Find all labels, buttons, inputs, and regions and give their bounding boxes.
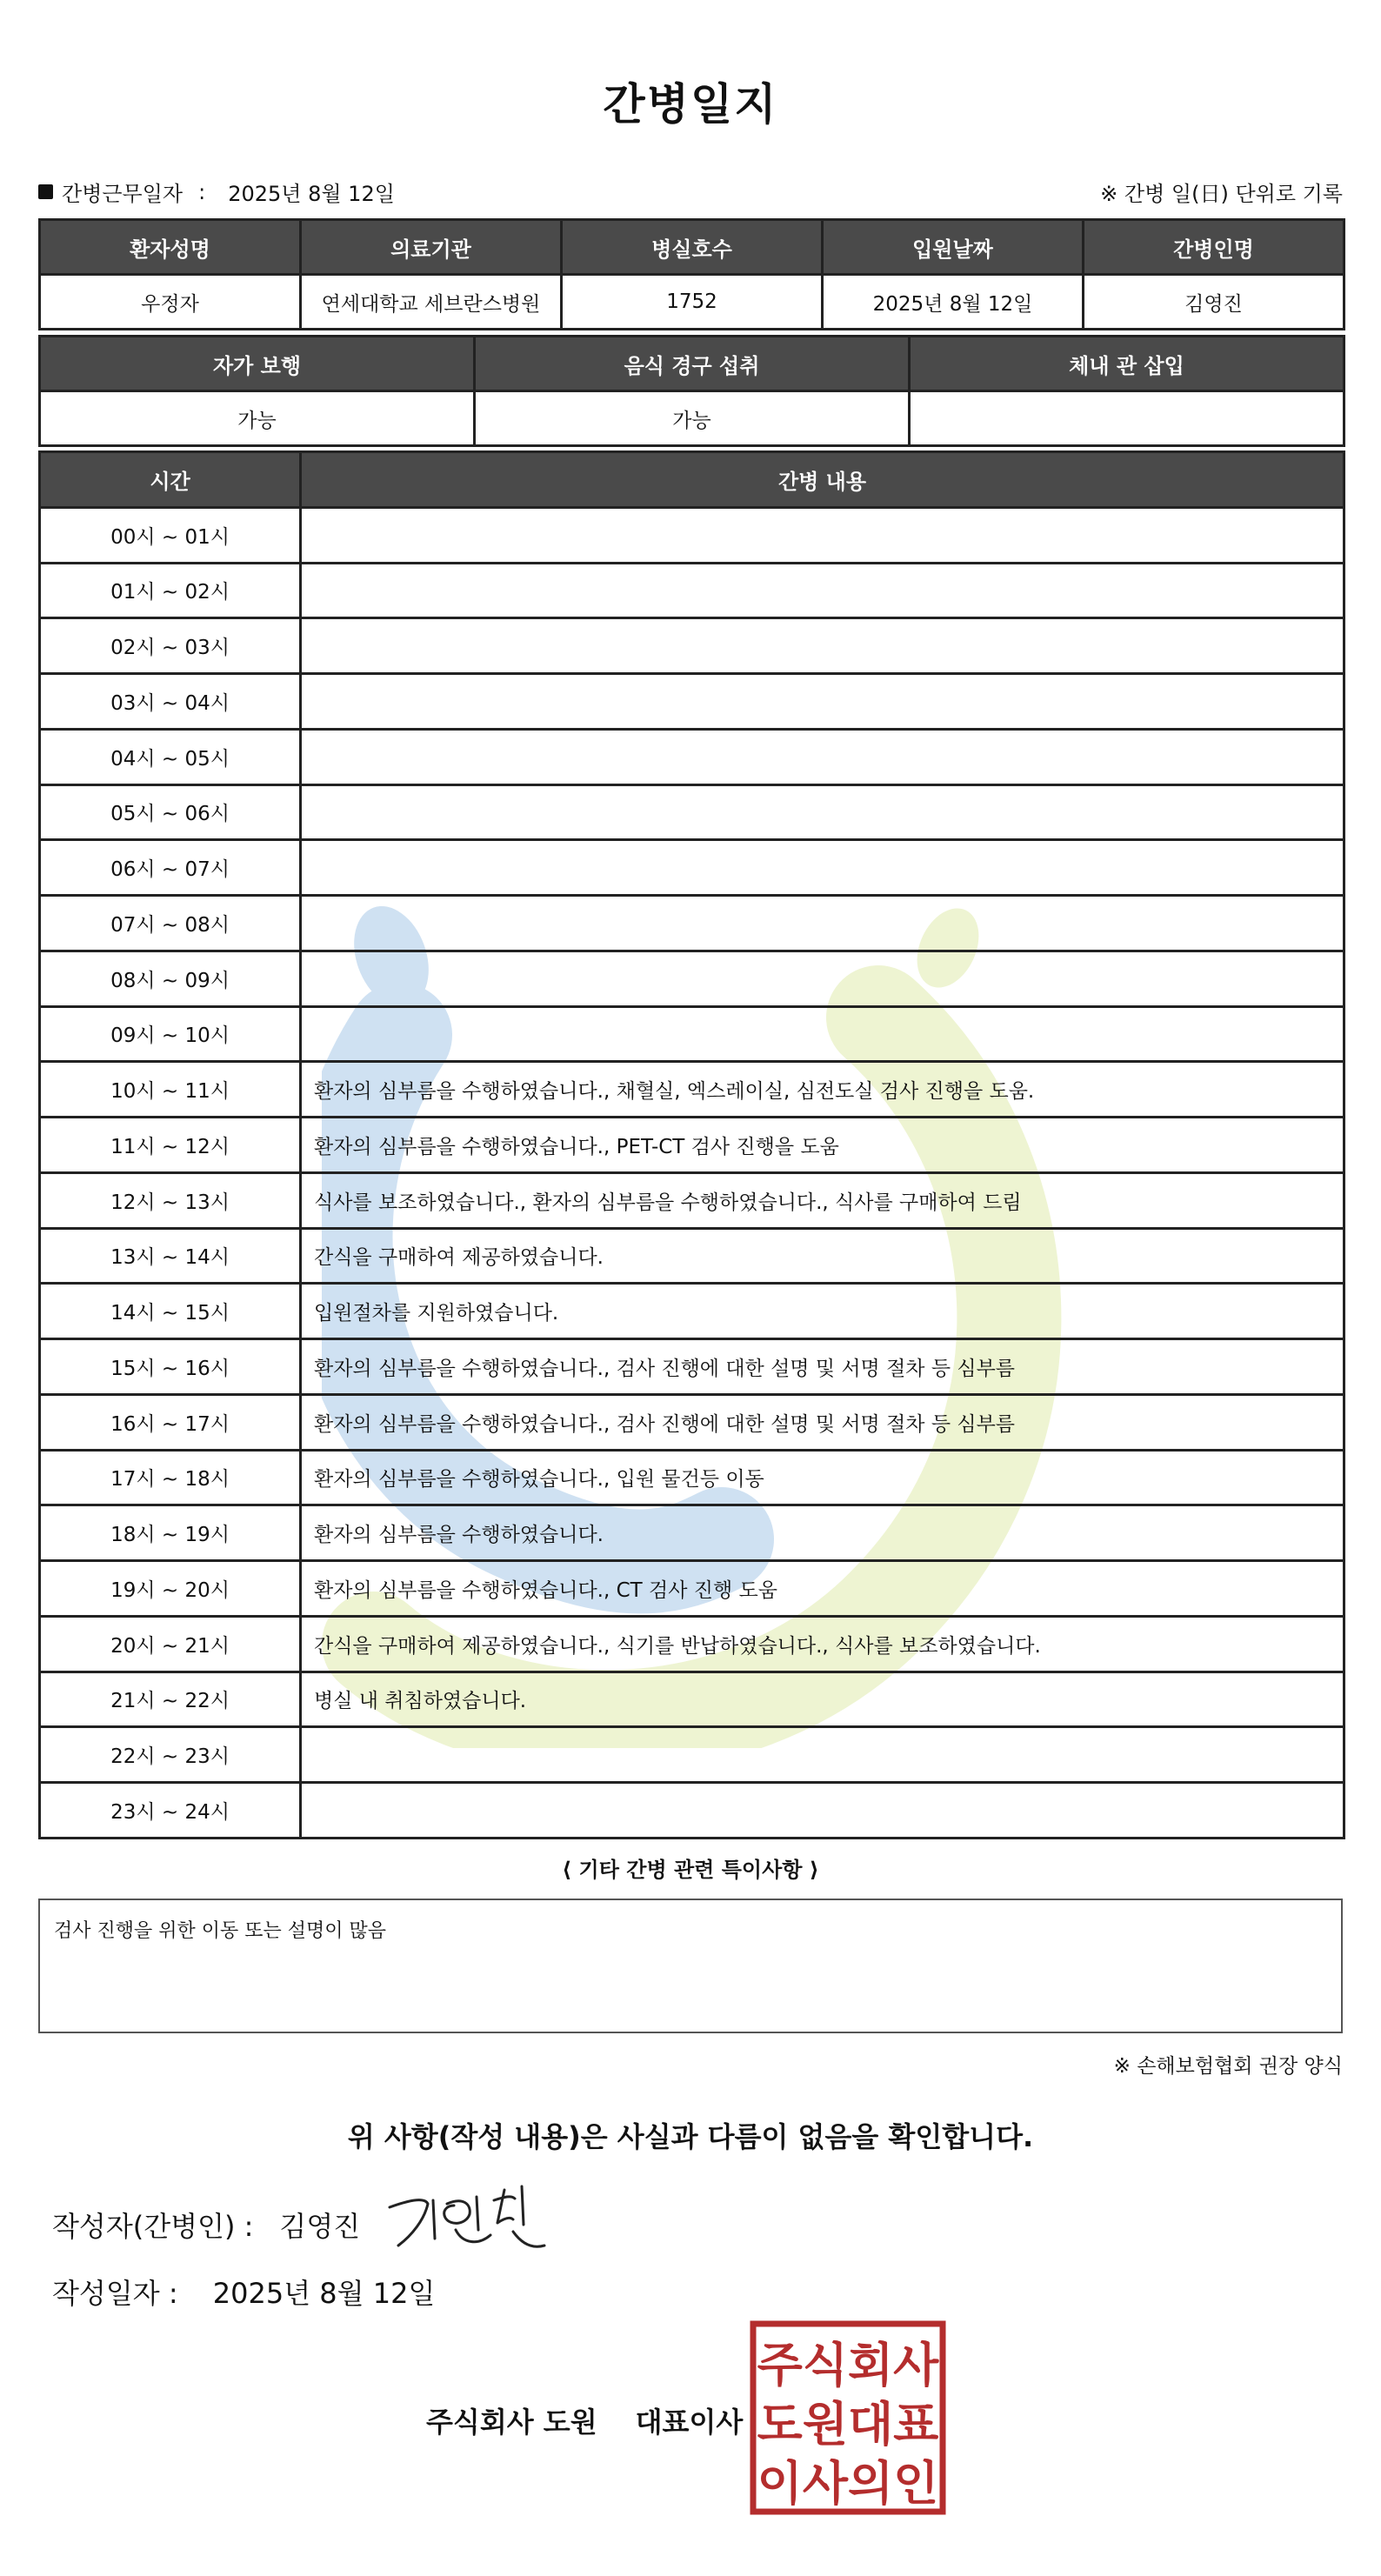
- company-line: [426, 2400, 743, 2440]
- table-row: [40, 674, 1344, 730]
- log-content: 간식을 구매하여 제공하였습니다.: [301, 1228, 1344, 1284]
- log-content: 식사를 보조하였습니다., 환자의 심부름을 수행하였습니다., 식사를 구매하여 드림: [301, 1172, 1344, 1228]
- table-row: [40, 1561, 1344, 1617]
- table-row: [40, 784, 1344, 840]
- log-time: 23시 ~ 24시: [40, 1783, 301, 1839]
- log-time: 22시 ~ 23시: [40, 1727, 301, 1783]
- log-time: 11시 ~ 12시: [40, 1118, 301, 1173]
- room-number: 1752: [562, 275, 823, 330]
- log-time: 03시 ~ 04시: [40, 674, 301, 730]
- header-patient-name: 환자성명: [40, 220, 301, 275]
- hospital-name: 연세대학교 세브란스병원: [301, 275, 562, 330]
- table-row: [40, 1727, 1344, 1783]
- log-time: 13시 ~ 14시: [40, 1228, 301, 1284]
- work-date: [38, 177, 395, 207]
- table-header-row: [40, 220, 1344, 275]
- header-walking: 자가 보행: [40, 337, 475, 391]
- log-time: 07시 ~ 08시: [40, 896, 301, 951]
- table-row: [40, 896, 1344, 951]
- confirmation-statement: 위 사항(작성 내용)은 사실과 다름이 없음을 확인합니다.: [347, 2120, 1034, 2153]
- writer-name: 김영진: [279, 2210, 361, 2243]
- table-row: [40, 1284, 1344, 1339]
- unit-note: ※ 간병 일(日) 단위로 기록: [1100, 182, 1343, 206]
- log-content: [301, 1006, 1344, 1062]
- table-row: [40, 1172, 1344, 1228]
- writer-line: [52, 2205, 360, 2245]
- table-row: [40, 1006, 1344, 1062]
- table-row: [40, 563, 1344, 618]
- log-content: [301, 507, 1344, 563]
- table-row: [40, 618, 1344, 674]
- log-time: 16시 ~ 17시: [40, 1394, 301, 1450]
- table-row: [40, 1339, 1344, 1395]
- log-content: 환자의 심부름을 수행하였습니다., 검사 진행에 대한 설명 및 서명 절차 등 심부름: [301, 1339, 1344, 1395]
- log-time: 18시 ~ 19시: [40, 1505, 301, 1561]
- seal-line-1: 주식회사: [757, 2338, 939, 2392]
- log-content: 환자의 심부름을 수행하였습니다.: [301, 1505, 1344, 1561]
- table-row: [40, 1783, 1344, 1839]
- log-time: 21시 ~ 22시: [40, 1672, 301, 1727]
- writer-label: 작성자(간병인) :: [52, 2210, 254, 2243]
- notes-content: 검사 진행을 위한 이동 또는 설명이 많음: [54, 1920, 386, 1942]
- log-content: [301, 951, 1344, 1006]
- patient-info-table: [38, 218, 1345, 330]
- table-row: [40, 729, 1344, 784]
- written-date-label: 작성일자 :: [52, 2277, 178, 2310]
- log-content: 환자의 심부름을 수행하였습니다., CT 검사 진행 도움: [301, 1561, 1344, 1617]
- log-content: 환자의 심부름을 수행하였습니다., 검사 진행에 대한 설명 및 서명 절차 등 심부름: [301, 1394, 1344, 1450]
- patient-status-table: [38, 335, 1345, 447]
- log-content: [301, 896, 1344, 951]
- log-content: [301, 784, 1344, 840]
- log-content: [301, 840, 1344, 896]
- seal-line-3: 이사의인: [757, 2456, 939, 2511]
- log-content: [301, 1783, 1344, 1839]
- written-date-line: [52, 2272, 435, 2312]
- header-oral-intake: 음식 경구 섭취: [475, 337, 910, 391]
- notes-title: ⟨ 기타 간병 관련 특이사항 ⟩: [562, 1858, 819, 1882]
- work-date-value: 2025년 8월 12일: [228, 182, 395, 206]
- header-care-content: 간병 내용: [301, 452, 1344, 508]
- written-date-value: 2025년 8월 12일: [212, 2277, 436, 2310]
- log-time: 09시 ~ 10시: [40, 1006, 301, 1062]
- notes-box: [38, 1899, 1343, 2033]
- work-date-label: 간병근무일자: [62, 182, 183, 206]
- log-time: 20시 ~ 21시: [40, 1616, 301, 1672]
- walking-status: 가능: [40, 391, 475, 446]
- log-content: [301, 618, 1344, 674]
- table-row: [40, 275, 1344, 330]
- log-time: 19시 ~ 20시: [40, 1561, 301, 1617]
- header-caregiver: 간병인명: [1084, 220, 1344, 275]
- log-content: [301, 729, 1344, 784]
- page-title: 간병일지: [603, 79, 778, 130]
- log-content: 환자의 심부름을 수행하였습니다., PET-CT 검사 진행을 도움: [301, 1118, 1344, 1173]
- table-row: [40, 1616, 1344, 1672]
- header-hospital: 의료기관: [301, 220, 562, 275]
- signature-icon: [383, 2174, 548, 2261]
- log-time: 00시 ~ 01시: [40, 507, 301, 563]
- log-content: 입원절차를 지원하였습니다.: [301, 1284, 1344, 1339]
- log-content: [301, 1727, 1344, 1783]
- recommendation-note: ※ 손해보험협회 권장 양식: [1113, 2055, 1343, 2078]
- log-time: 01시 ~ 02시: [40, 563, 301, 618]
- table-row: [40, 391, 1344, 446]
- caregiver-name: 김영진: [1084, 275, 1344, 330]
- log-time: 15시 ~ 16시: [40, 1339, 301, 1395]
- log-content: 병실 내 취침하였습니다.: [301, 1672, 1344, 1727]
- log-time: 10시 ~ 11시: [40, 1062, 301, 1118]
- log-content: 환자의 심부름을 수행하였습니다., 채혈실, 엑스레이실, 심전도실 검사 진행을 도움.: [301, 1062, 1344, 1118]
- work-date-colon: :: [198, 179, 206, 204]
- log-content: 간식을 구매하여 제공하였습니다., 식기를 반납하였습니다., 식사를 보조하였습니다.: [301, 1616, 1344, 1672]
- log-content: 환자의 심부름을 수행하였습니다., 입원 물건등 이동: [301, 1450, 1344, 1505]
- square-bullet-icon: [38, 184, 53, 199]
- log-time: 14시 ~ 15시: [40, 1284, 301, 1339]
- table-row: [40, 951, 1344, 1006]
- admission-date: 2025년 8월 12일: [823, 275, 1084, 330]
- seal-stamp-icon: [750, 2320, 946, 2515]
- header-tube-insertion: 체내 관 삽입: [910, 337, 1344, 391]
- table-row: [40, 1394, 1344, 1450]
- log-time: 05시 ~ 06시: [40, 784, 301, 840]
- seal-line-2: 도원대표: [757, 2397, 939, 2452]
- log-time: 02시 ~ 03시: [40, 618, 301, 674]
- patient-name: 우정자: [40, 275, 301, 330]
- log-time: 04시 ~ 05시: [40, 729, 301, 784]
- table-row: [40, 1450, 1344, 1505]
- table-row: [40, 1062, 1344, 1118]
- table-row: [40, 1228, 1344, 1284]
- company-name: 주식회사 도원: [426, 2406, 597, 2439]
- oral-intake-status: 가능: [475, 391, 910, 446]
- tube-insertion-status: [910, 391, 1344, 446]
- table-row: [40, 1505, 1344, 1561]
- log-content: [301, 674, 1344, 730]
- log-content: [301, 563, 1344, 618]
- table-header-row: [40, 337, 1344, 391]
- header-admission-date: 입원날짜: [823, 220, 1084, 275]
- table-row: [40, 507, 1344, 563]
- table-header-row: [40, 452, 1344, 508]
- header-time: 시간: [40, 452, 301, 508]
- table-row: [40, 840, 1344, 896]
- table-row: [40, 1672, 1344, 1727]
- log-time: 17시 ~ 18시: [40, 1450, 301, 1505]
- representative-title: 대표이사: [635, 2406, 744, 2439]
- table-row: [40, 1118, 1344, 1173]
- log-time: 12시 ~ 13시: [40, 1172, 301, 1228]
- log-time: 08시 ~ 09시: [40, 951, 301, 1006]
- hourly-care-log-table: [38, 450, 1345, 1839]
- header-room: 병실호수: [562, 220, 823, 275]
- log-time: 06시 ~ 07시: [40, 840, 301, 896]
